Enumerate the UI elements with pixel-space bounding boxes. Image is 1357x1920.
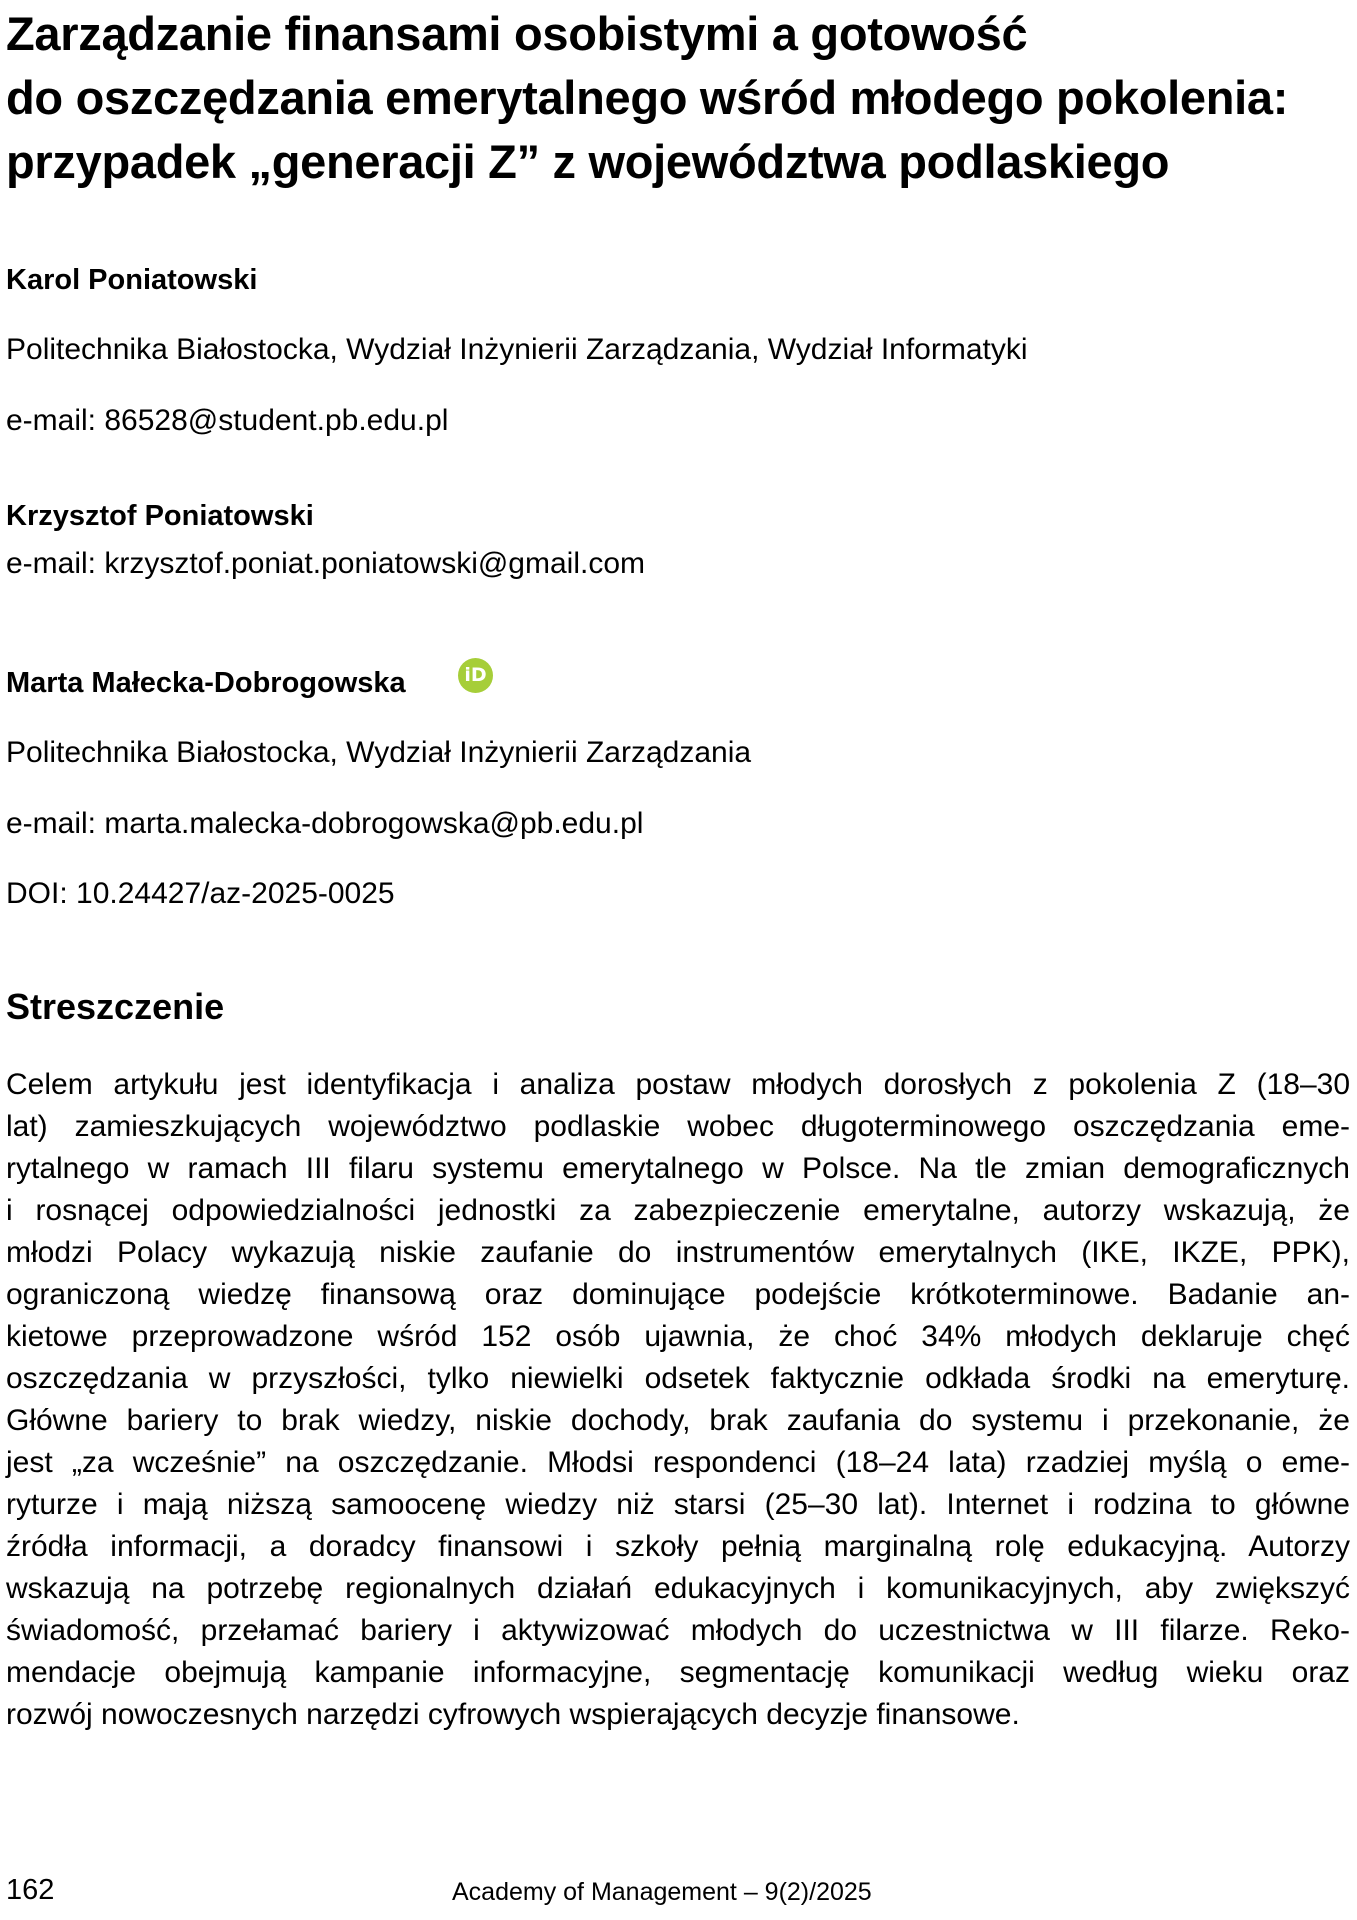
abstract-body	[6, 1064, 1350, 1736]
abstract-line: Główne bariery to brak wiedzy, niskie dochody, brak zaufania do systemu i przekonanie, że	[6, 1404, 1350, 1437]
orcid-icon[interactable]: iD	[458, 658, 493, 693]
author-affiliation: Politechnika Białostocka, Wydział Inżynierii Zarządzania, Wydział Informatyki	[6, 333, 1028, 366]
doi[interactable]: DOI: 10.24427/az-2025-0025	[6, 877, 395, 910]
abstract-line: ryturze i mają niższą samoocenę wiedzy niż starsi (25–30 lat). Internet i rodzina to główne	[6, 1488, 1350, 1521]
abstract-line: rozwój nowoczesnych narzędzi cyfrowych wspierających decyzje finansowe.	[6, 1698, 1020, 1731]
abstract-line: Celem artykułu jest identyfikacja i analiza postaw młodych dorosłych z pokolenia Z (18–30	[6, 1068, 1350, 1101]
author-name: Karol Poniatowski	[6, 264, 258, 296]
abstract-heading: Streszczenie	[6, 986, 225, 1027]
author-affiliation: Politechnika Białostocka, Wydział Inżynierii Zarządzania	[6, 736, 752, 769]
abstract-line: wskazują na potrzebę regionalnych działań edukacyjnych i komunikacyjnych, aby zwiększyć	[6, 1572, 1350, 1605]
paper-title	[6, 2, 1346, 194]
abstract-line: świadomość, przełamać bariery i aktywizować młodych do uczestnictwa w III filarze. Reko-	[6, 1614, 1350, 1647]
abstract-line: młodzi Polacy wykazują niskie zaufanie do instrumentów emerytalnych (IKE, IKZE, PPK),	[6, 1236, 1350, 1269]
title-line: Zarządzanie finansami osobistymi a gotowość	[6, 7, 1028, 60]
abstract-line: kietowe przeprowadzone wśród 152 osób ujawnia, że choć 34% młodych deklaruje chęć	[6, 1320, 1350, 1353]
abstract-line: źródła informacji, a doradcy finansowi i szkoły pełnią marginalną rolę edukacyjną. Autorzy	[6, 1530, 1350, 1563]
author-email[interactable]: e-mail: marta.malecka-dobrogowska@pb.edu.pl	[6, 807, 644, 840]
title-line: do oszczędzania emerytalnego wśród młodego pokolenia:	[6, 71, 1289, 124]
abstract-line: rytalnego w ramach III filaru systemu emerytalnego w Polsce. Na tle zmian demograficznych	[6, 1152, 1350, 1185]
author-name: Krzysztof Poniatowski	[6, 500, 314, 532]
author-email[interactable]: e-mail: krzysztof.poniat.poniatowski@gmail.com	[6, 547, 646, 580]
abstract-line: ograniczoną wiedzę finansową oraz dominujące podejście krótkoterminowe. Badanie an-	[6, 1278, 1350, 1311]
author-name: Marta Małecka-Dobrogowska	[6, 667, 406, 699]
abstract-line: lat) zamieszkujących województwo podlaskie wobec długoterminowego oszczędzania eme-	[6, 1110, 1350, 1143]
abstract-line: i rosnącej odpowiedzialności jednostki za zabezpieczenie emerytalne, autorzy wskazują, że	[6, 1194, 1350, 1227]
journal-name: Academy of Management – 9(2)/2025	[452, 1878, 872, 1906]
abstract-line: jest „za wcześnie” na oszczędzanie. Młodsi respondenci (18–24 lata) rzadziej myślą o eme-	[6, 1446, 1350, 1479]
abstract-line: mendacje obejmują kampanie informacyjne, segmentację komunikacji według wieku oraz	[6, 1656, 1350, 1689]
abstract-line: oszczędzania w przyszłości, tylko niewielki odsetek faktycznie odkłada środki na emeryturę.	[6, 1362, 1350, 1395]
page-number: 162	[6, 1874, 55, 1906]
author-email[interactable]: e-mail: 86528@student.pb.edu.pl	[6, 404, 449, 437]
title-line: przypadek „generacji Z” z województwa podlaskiego	[6, 135, 1170, 188]
